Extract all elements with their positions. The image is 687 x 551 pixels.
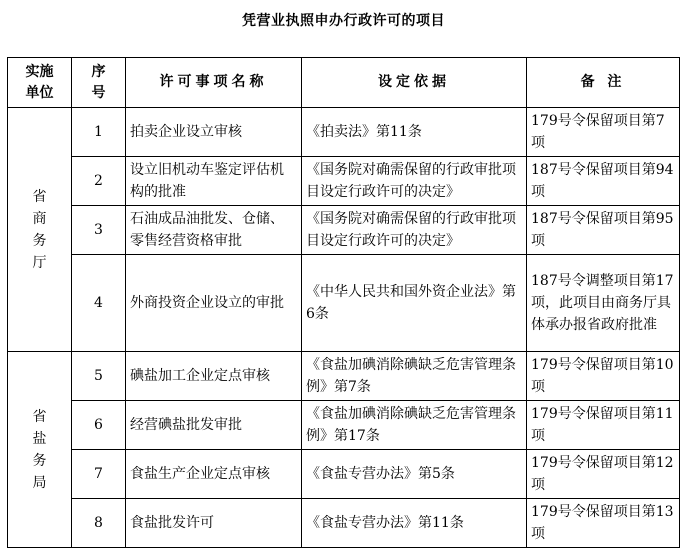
permit-items-table — [7, 57, 680, 548]
permit-name: 设立旧机动车鉴定评估机构的批准 — [126, 157, 302, 206]
row-number: 7 — [72, 450, 126, 499]
row-number: 2 — [72, 157, 126, 206]
legal-basis: 《拍卖法》第11条 — [302, 108, 527, 157]
row-number: 5 — [72, 352, 126, 401]
table-row — [8, 499, 680, 548]
table-row — [8, 108, 680, 157]
legal-basis: 《食盐专营办法》第5条 — [302, 450, 527, 499]
table-row — [8, 450, 680, 499]
permit-name: 拍卖企业设立审核 — [126, 108, 302, 157]
unit-cell-salt: 省 盐 务 局 — [8, 352, 72, 548]
row-number: 6 — [72, 401, 126, 450]
permit-name: 外商投资企业设立的审批 — [126, 255, 302, 352]
legal-basis: 《国务院对确需保留的行政审批项目设定行政许可的决定》 — [302, 157, 527, 206]
legal-basis: 《食盐专营办法》第11条 — [302, 499, 527, 548]
permit-name: 碘盐加工企业定点审核 — [126, 352, 302, 401]
header-unit: 实施 单位 — [8, 58, 72, 108]
table-row — [8, 352, 680, 401]
remarks: 187号令调整项目第17项，此项目由商务厅具体承办报省政府批准 — [527, 255, 680, 352]
permit-name: 石油成品油批发、仓储、零售经营资格审批 — [126, 206, 302, 255]
document-title: 凭营业执照申办行政许可的项目 — [242, 13, 445, 29]
header-seq: 序 号 — [72, 58, 126, 108]
header-permit-name: 许可事项名称 — [126, 58, 302, 108]
legal-basis: 《食盐加碘消除碘缺乏危害管理条例》第17条 — [302, 401, 527, 450]
row-number: 3 — [72, 206, 126, 255]
unit-cell-commerce: 省 商 务 厅 — [8, 108, 72, 352]
table-row — [8, 401, 680, 450]
remarks: 179号令保留项目第13项 — [527, 499, 680, 548]
header-remarks: 备 注 — [527, 58, 680, 108]
remarks: 187号令保留项目第95项 — [527, 206, 680, 255]
legal-basis: 《中华人民共和国外资企业法》第6条 — [302, 255, 527, 352]
table-row — [8, 255, 680, 352]
row-number: 1 — [72, 108, 126, 157]
remarks: 179号令保留项目第7项 — [527, 108, 680, 157]
table-row — [8, 157, 680, 206]
remarks: 179号令保留项目第12项 — [527, 450, 680, 499]
table-row — [8, 206, 680, 255]
permit-name: 食盐生产企业定点审核 — [126, 450, 302, 499]
remarks: 179号令保留项目第10项 — [527, 352, 680, 401]
table-header-row — [8, 58, 680, 108]
legal-basis: 《食盐加碘消除碘缺乏危害管理条例》第7条 — [302, 352, 527, 401]
remarks: 187号令保留项目第94项 — [527, 157, 680, 206]
legal-basis: 《国务院对确需保留的行政审批项目设定行政许可的决定》 — [302, 206, 527, 255]
remarks: 179号令保留项目第11项 — [527, 401, 680, 450]
header-legal-basis: 设定依据 — [302, 58, 527, 108]
row-number: 4 — [72, 255, 126, 352]
permit-name: 食盐批发许可 — [126, 499, 302, 548]
permit-name: 经营碘盐批发审批 — [126, 401, 302, 450]
row-number: 8 — [72, 499, 126, 548]
